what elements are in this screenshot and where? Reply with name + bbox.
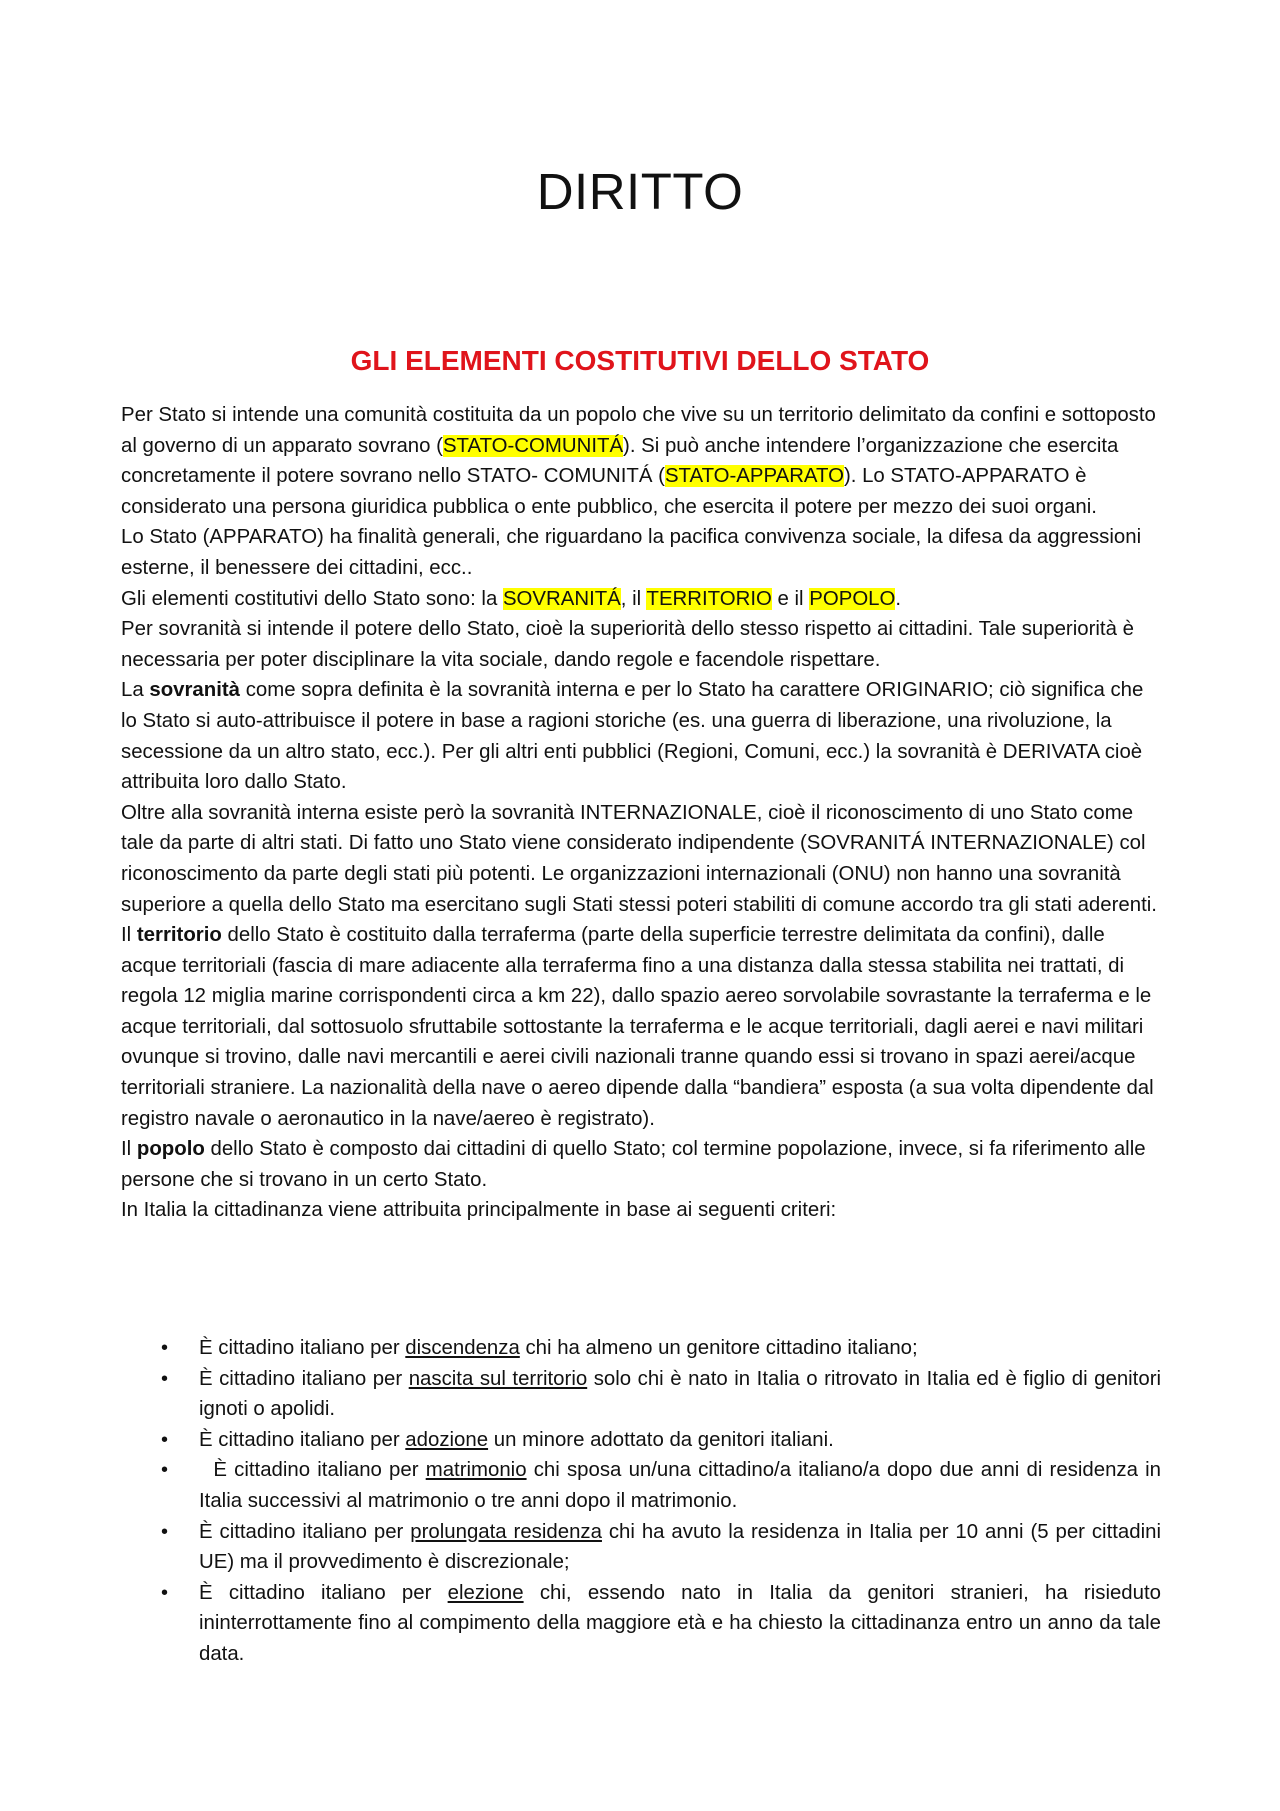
paragraph-cittadinanza-intro: In Italia la cittadinanza viene attribuita principalmente in base ai seguenti criteri: [121, 1199, 837, 1222]
criterion-key: discendenza [405, 1337, 520, 1359]
term-popolo: popolo [136, 1138, 205, 1161]
document-title: DIRITTO [536, 163, 744, 220]
list-item: • È cittadino italiano per discendenza chi ha almeno un genitore cittadino italiano; [121, 1333, 1161, 1364]
criteria-list [121, 1333, 1161, 1670]
highlight-stato-comunita: STATO-COMUNITÁ [442, 434, 624, 457]
list-item: • È cittadino italiano per adozione un minore adottato da genitori italiani. [121, 1425, 1161, 1456]
highlight-territorio: TERRITORIO [646, 587, 772, 610]
highlight-popolo: POPOLO [809, 587, 896, 610]
paragraph-elementi: Gli elementi costitutivi dello Stato sono: la SOVRANITÁ, il TERRITORIO e il POPOLO. [121, 587, 902, 610]
bullet-icon: • [161, 1428, 169, 1451]
section-heading: GLI ELEMENTI COSTITUTIVI DELLO STATO [350, 345, 930, 376]
highlight-sovranita: SOVRANITÁ [502, 587, 621, 610]
list-item: • È cittadino italiano per elezione chi, essendo nato in Italia da genitori stranieri, ha risieduto ininterrottamente fino al compimento della maggiore età e ha chiesto la cittadinanza entro un anno da tale data. [121, 1578, 1161, 1670]
paragraph-finalita: Lo Stato (APPARATO) ha finalità generali, che riguardano la pacifica convivenza sociale, la difesa da aggressioni esterne, il benessere dei cittadini, ecc.. [121, 526, 1142, 579]
bullet-icon: • [161, 1367, 169, 1390]
paragraph-sovranita-internazionale: Oltre alla sovranità interna esiste però la sovranità INTERNAZIONALE, cioè il riconoscimento di uno Stato come tale da parte di altri stati. Di fatto uno Stato viene considerato indipendente (SOVRANITÁ INTERNAZIONALE) col riconoscimento da parte degli stati più potenti. Le organizzazioni internazionali (ONU) non hanno una sovranità superiore a quella dello Stato ma esercitano sugli Stati stessi poteri stabiliti di comune accordo tra gli stati aderenti. [121, 801, 1157, 916]
paragraph-sovranita-def: Per sovranità si intende il potere dello Stato, cioè la superiorità dello stesso rispetto ai cittadini. Tale superiorità è necessaria per poter disciplinare la vita sociale, dando regole e facendole rispettare. [121, 618, 1134, 671]
highlight-stato-apparato: STATO-APPARATO [664, 465, 844, 488]
bullet-icon: • [161, 1337, 169, 1359]
term-territorio: territorio [136, 924, 222, 947]
list-item: • È cittadino italiano per matrimonio chi sposa un/una cittadino/a italiano/a dopo due anni di residenza in Italia successivi al matrimonio o tre anni dopo il matrimonio. [121, 1455, 1161, 1516]
document-body [121, 400, 1161, 1226]
bullet-icon: • [161, 1459, 169, 1482]
paragraph-sovranita-interna: La sovranità come sopra definita è la sovranità interna e per lo Stato ha carattere ORIGINARIO; ciò significa che lo Stato si auto-attribuisce il potere in base a ragioni storiche (es. una guerra di liberazione, una rivoluzione, la secessione da un altro stato, ecc.). Per gli altri enti pubblici (Regioni, Comuni, ecc.) la sovranità è DERIVATA cioè attribuita loro dallo Stato. [121, 679, 1144, 794]
criterion-key: prolungata residenza [410, 1520, 602, 1543]
term-sovranita: sovranità [149, 679, 241, 702]
criterion-key: elezione [447, 1581, 524, 1604]
paragraph-definition: Per Stato si intende una comunità costituita da un popolo che vive su un territorio delimitato da confini e sottoposto al governo di un apparato sovrano (STATO-COMUNITÁ). Si può anche intendere l’organizzazione che esercita concretamente il potere sovrano nello STATO- COMUNITÁ (STATO-APPARATO). Lo STATO-APPARATO è considerato una persona giuridica pubblica o ente pubblico, che esercita il potere per mezzo dei suoi organi. [121, 404, 1156, 518]
list-item: • È cittadino italiano per nascita sul territorio solo chi è nato in Italia o ritrovato in Italia ed è figlio di genitori ignoti o apolidi. [121, 1364, 1161, 1425]
paragraph-territorio: Il territorio dello Stato è costituito dalla terraferma (parte della superficie terrestre delimitata da confini), dalle acque territoriali (fascia di mare adiacente alla terraferma fino a una distanza dalla stessa stabilita nei trattati, di regola 12 miglia marine corrispondenti circa a km 22), dallo spazio aereo sorvolabile sovrastante la terraferma e le acque territoriali, dal sottosuolo sfruttabile sottostante la terraferma e le acque territoriali, dagli aerei e navi militari ovunque si trovino, dalle navi mercantili e aerei civili nazionali tranne quando essi si trovano in spazi aerei/acque territoriali straniere. La nazionalità della nave o aereo dipende dalla “bandiera” esposta (a sua volta dipendente dal registro navale o aeronautico in la nave/aereo è registrato). [121, 924, 1154, 1130]
bullet-icon: • [161, 1520, 169, 1543]
criterion-key: adozione [405, 1428, 489, 1451]
criterion-key: matrimonio [425, 1459, 527, 1482]
bullet-icon: • [161, 1581, 169, 1604]
paragraph-popolo: Il popolo dello Stato è composto dai cittadini di quello Stato; col termine popolazione, invece, si fa riferimento alle persone che si trovano in un certo Stato. [121, 1138, 1146, 1191]
list-item: • È cittadino italiano per prolungata residenza chi ha avuto la residenza in Italia per 10 anni (5 per cittadini UE) ma il provvedimento è discrezionale; [121, 1517, 1161, 1578]
criterion-key: nascita sul territorio [408, 1367, 588, 1390]
